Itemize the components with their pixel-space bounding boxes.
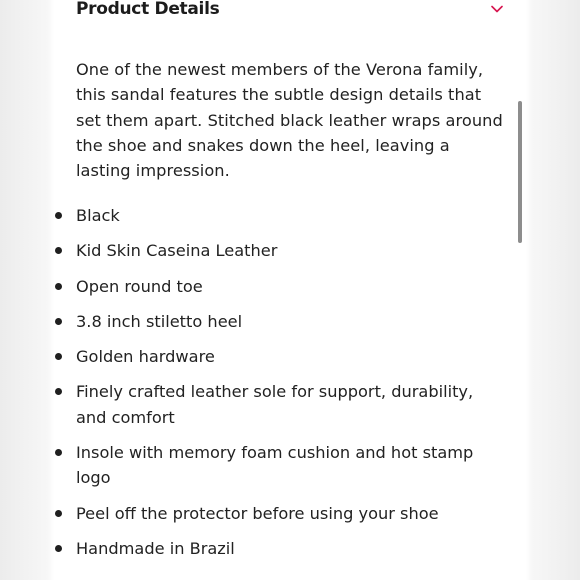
bullet-icon [55,212,62,219]
chevron-down-icon[interactable] [490,2,504,16]
feature-text: Insole with memory foam cushion and hot stamp logo [76,443,474,488]
bullet-icon [55,283,62,290]
scrollbar-thumb[interactable] [518,101,522,243]
bullet-icon [55,449,62,456]
list-item [54,309,514,334]
bullet-icon [55,318,62,325]
list-item [54,203,514,228]
feature-text: Peel off the protector before using your shoe [76,503,439,523]
list-item [54,344,514,369]
feature-text: Open round toe [76,276,203,296]
feature-text: 3.8 inch stiletto heel [76,311,243,331]
bullet-icon [55,510,62,517]
feature-text: Black [76,206,120,225]
product-features-list [54,203,514,571]
product-details-title: Product Details [76,0,220,19]
list-item [54,379,514,430]
list-item [54,536,514,561]
list-item [54,501,514,526]
list-item [54,440,514,491]
product-description: One of the newest members of the Verona family, this sandal features the subtle design details that set them apart. Stitched black leather wraps around the shoe and snakes down the heel, leaving a lasting impression. [76,60,503,181]
bullet-icon [55,247,62,254]
scrollbar-track[interactable] [517,0,523,580]
list-item [54,274,514,299]
product-details-panel [54,0,526,580]
feature-text: Handmade in Brazil [76,538,235,558]
bullet-icon [55,353,62,360]
list-item [54,238,514,263]
product-details-accordion-header[interactable] [76,0,504,24]
feature-text: Golden hardware [76,347,215,367]
bullet-icon [55,545,62,552]
feature-text: Kid Skin Caseina Leather [76,241,278,261]
bullet-icon [55,388,62,395]
feature-text: Finely crafted leather sole for support, durability, and comfort [76,382,474,427]
